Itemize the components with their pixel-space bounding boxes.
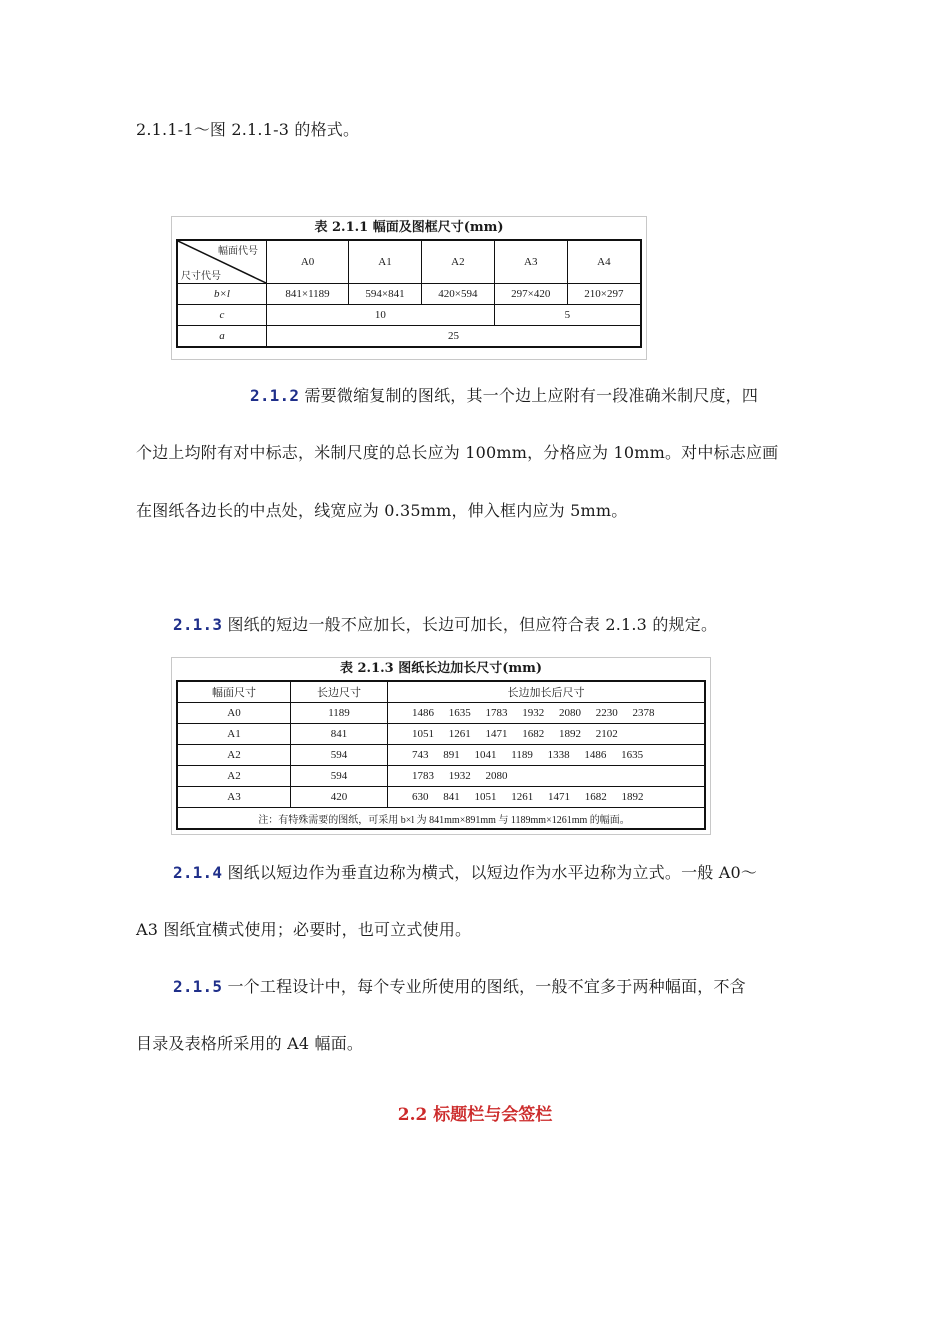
para-2-1-2-line-1: 2.1.2 需要微缩复制的图纸，其一个边上应附有一段准确米制尺度，四 bbox=[250, 386, 759, 405]
table-row: A1 841 1051 1261 1471 1682 1892 2102 bbox=[177, 724, 705, 745]
section-number: 2.1.3 bbox=[173, 615, 223, 634]
section-number: 2.1.5 bbox=[173, 977, 223, 996]
para-2-1-3: 2.1.3 图纸的短边一般不应加长，长边可加长，但应符合表 2.1.3 的规定。 bbox=[173, 615, 718, 634]
table-row: A0 1189 1486 1635 1783 1932 2080 2230 2378 bbox=[177, 703, 705, 724]
table-cell: 297×420 bbox=[494, 284, 567, 305]
para-2-1-5-line-1: 2.1.5 一个工程设计中，每个专业所使用的图纸，一般不宜多于两种幅面，不含 bbox=[173, 977, 746, 996]
table-cell: 594×841 bbox=[349, 284, 422, 305]
table-cell: 210×297 bbox=[567, 284, 641, 305]
row-label-c: c bbox=[177, 305, 267, 326]
intro-line: 2.1.1-1～图 2.1.1-3 的格式。 bbox=[136, 120, 360, 139]
header-a1: A1 bbox=[349, 240, 422, 284]
table-row: A2 594 1783 1932 2080 bbox=[177, 766, 705, 787]
header-long: 长边尺寸 bbox=[291, 681, 388, 703]
header-a4: A4 bbox=[567, 240, 641, 284]
section-number: 2.1.2 bbox=[250, 386, 300, 405]
header-ext: 长边加长后尺寸 bbox=[388, 681, 706, 703]
para-2-1-4-line-2: A3 图纸宜横式使用；必要时，也可立式使用。 bbox=[136, 920, 472, 939]
row-label-bxl: b×l bbox=[177, 284, 267, 305]
header-size: 幅面尺寸 bbox=[177, 681, 291, 703]
section-number: 2.1.4 bbox=[173, 863, 223, 882]
table-note: 注：有特殊需要的图纸，可采用 b×l 为 841mm×891mm 与 1189mm×1261mm 的幅面。 bbox=[177, 808, 705, 830]
para-2-1-2-line-3: 在图纸各边长的中点处，线宽应为 0.35mm，伸入框内应为 5mm。 bbox=[136, 501, 628, 520]
para-2-1-4-line-1: 2.1.4 图纸以短边作为垂直边称为横式，以短边作为水平边称为立式。一般 A0～ bbox=[173, 863, 758, 882]
table-2-1-1-title: 表 2.1.1 幅面及图框尺寸(mm) bbox=[314, 220, 504, 235]
table-2-1-3 bbox=[171, 657, 711, 835]
table-row: A3 420 630 841 1051 1261 1471 1682 1892 bbox=[177, 787, 705, 808]
header-a0: A0 bbox=[267, 240, 349, 284]
section-heading: 2.2 标题栏与会签栏 bbox=[397, 1105, 553, 1125]
para-2-1-5-line-2: 目录及表格所采用的 A4 幅面。 bbox=[136, 1034, 364, 1053]
table-cell: 10 bbox=[267, 305, 495, 326]
para-2-1-2-line-2: 个边上均附有对中标志，米制尺度的总长应为 100mm，分格应为 10mm。对中标志应画 bbox=[136, 443, 779, 462]
size-table bbox=[176, 239, 642, 348]
table-cell: 5 bbox=[494, 305, 641, 326]
extension-table bbox=[176, 680, 706, 830]
header-a3: A3 bbox=[494, 240, 567, 284]
table-row: A2 594 743 891 1041 1189 1338 1486 1635 bbox=[177, 745, 705, 766]
table-cell: 841×1189 bbox=[267, 284, 349, 305]
table-cell: 25 bbox=[267, 326, 642, 348]
table-2-1-1 bbox=[171, 216, 647, 360]
header-a2: A2 bbox=[421, 240, 494, 284]
corner-cell: 幅面代号 尺寸代号 bbox=[177, 240, 267, 284]
row-label-a: a bbox=[177, 326, 267, 348]
table-cell: 420×594 bbox=[421, 284, 494, 305]
table-2-1-3-title: 表 2.1.3 图纸长边加长尺寸(mm) bbox=[339, 661, 543, 676]
